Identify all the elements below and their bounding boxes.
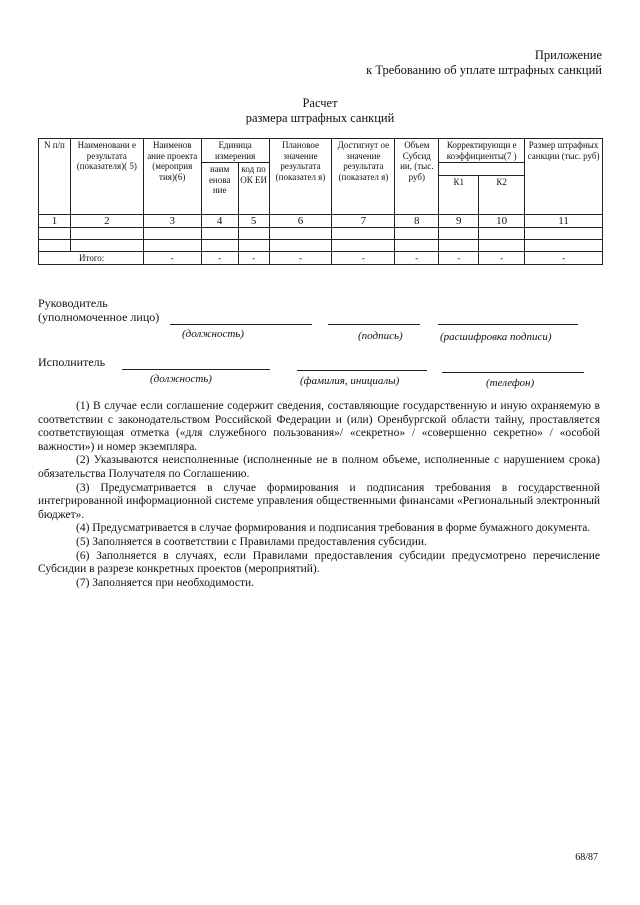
column-number: 7 <box>332 215 395 228</box>
executor-phone-line <box>442 372 584 373</box>
head-label-line2: (уполномоченное лицо) <box>38 310 160 324</box>
column-number: 9 <box>439 215 479 228</box>
total-dash: - <box>395 252 439 265</box>
footnote: (6) Заполняется в случаях, если Правилами предоставления субсидии предусмотрено перечисление Субсидии в разрезе конкретных проектов (мероприятий). <box>38 549 600 576</box>
appendix-title: Приложение <box>534 48 602 62</box>
column-number: 4 <box>201 215 238 228</box>
total-dash: - <box>269 252 332 265</box>
column-number: 2 <box>70 215 143 228</box>
total-dash: - <box>201 252 238 265</box>
caption-head-position: (должность) <box>182 328 244 340</box>
total-dash: - <box>143 252 201 265</box>
header-cell-achieved: Достигнут ое значение результата (показател я) <box>332 139 395 215</box>
title-line-2: размера штрафных санкций <box>245 111 395 125</box>
head-label <box>38 296 159 324</box>
caption-exec-position: (должность) <box>150 373 212 385</box>
head-decoding-line <box>438 324 578 325</box>
table-column-numbers-row <box>39 215 603 228</box>
header-cell-unit-name: наим енова ние <box>201 163 238 215</box>
header-cell-coef-spacer <box>439 163 525 176</box>
footnotes <box>38 400 600 590</box>
column-number: 6 <box>269 215 332 228</box>
header-cell-coefficients: Корректирующи е коэффициенты(7 ) <box>439 139 525 163</box>
column-number: 3 <box>143 215 201 228</box>
total-dash: - <box>479 252 525 265</box>
executor-label: Исполнитель <box>38 355 106 369</box>
head-signature-line <box>328 324 420 325</box>
footnote: (7) Заполняется при необходимости. <box>76 576 255 589</box>
appendix-reference: к Требованию об уплате штрафных санкций <box>366 63 602 77</box>
table-row <box>39 240 603 252</box>
appendix-header <box>366 48 602 78</box>
column-number: 10 <box>479 215 525 228</box>
total-dash: - <box>332 252 395 265</box>
head-position-line <box>170 324 312 325</box>
table-total-row <box>39 252 603 265</box>
header-cell-unit: Единица измерения <box>201 139 269 163</box>
head-label-line1: Руководитель <box>38 296 108 310</box>
footnote: (1) В случае если соглашение содержит сведения, составляющие государственную и иную охраняемую в соответствии с законодательством Российской Федерации и (или) Оренбургской области тайну, проставляется соответствующая отметка («для служебного пользования»/ «секретно» / «совершенно секретно» / «особой важности») и номер экземпляра. <box>38 400 600 453</box>
executor-position-line <box>122 369 270 370</box>
caption-exec-phone: (телефон) <box>486 377 535 389</box>
total-dash: - <box>439 252 479 265</box>
caption-exec-name: (фамилия, инициалы) <box>300 375 400 387</box>
header-cell-no: N п/п <box>39 139 71 215</box>
header-cell-planned: Плановое значение результата (показател я) <box>269 139 332 215</box>
footnote: (4) Предусматривается в случае формирования и подписания требования в форме бумажного документа. <box>76 522 591 535</box>
column-number: 8 <box>395 215 439 228</box>
header-cell-penalty-size: Размер штрафных санкции (тыс. руб) <box>525 139 603 215</box>
executor-name-line <box>297 370 427 371</box>
table-row <box>39 228 603 240</box>
header-cell-k2: К2 <box>479 176 525 215</box>
header-cell-k1: К1 <box>439 176 479 215</box>
column-number: 5 <box>238 215 269 228</box>
header-cell-volume: Объем Субсид ии, (тыс. руб) <box>395 139 439 215</box>
caption-head-signature: (подпись) <box>358 330 403 342</box>
total-dash: - <box>238 252 269 265</box>
table-header-row <box>39 139 603 163</box>
total-dash: - <box>525 252 603 265</box>
footnote: (3) Предусматривается в случае формирования и подписания требования в государственной интегрированной информационной системе управления общественными финансами «Региональный электронный бюджет». <box>38 481 600 521</box>
column-number: 11 <box>525 215 603 228</box>
header-cell-unit-code: код по ОК ЕИ <box>238 163 269 215</box>
document-title <box>0 96 640 126</box>
title-line-1: Расчет <box>302 96 338 110</box>
header-cell-project: Наименов ание проекта (мероприя тия)(6) <box>143 139 201 215</box>
caption-head-decoding: (расшифровка подписи) <box>440 331 552 343</box>
page-number: 68/87 <box>575 852 598 863</box>
header-cell-result: Наименовани е результата (показателя)( 5) <box>70 139 143 215</box>
penalty-calculation-table <box>38 138 603 265</box>
footnote: (2) Указываются неисполненные (исполненные не в полном объеме, исполненные с нарушением срока) обязательства Получателя по Соглашению. <box>38 454 600 480</box>
footnote: (5) Заполняется в соответствии с Правилами предоставления субсидии. <box>76 535 427 548</box>
column-number: 1 <box>39 215 71 228</box>
total-label: Итого: <box>39 252 144 265</box>
